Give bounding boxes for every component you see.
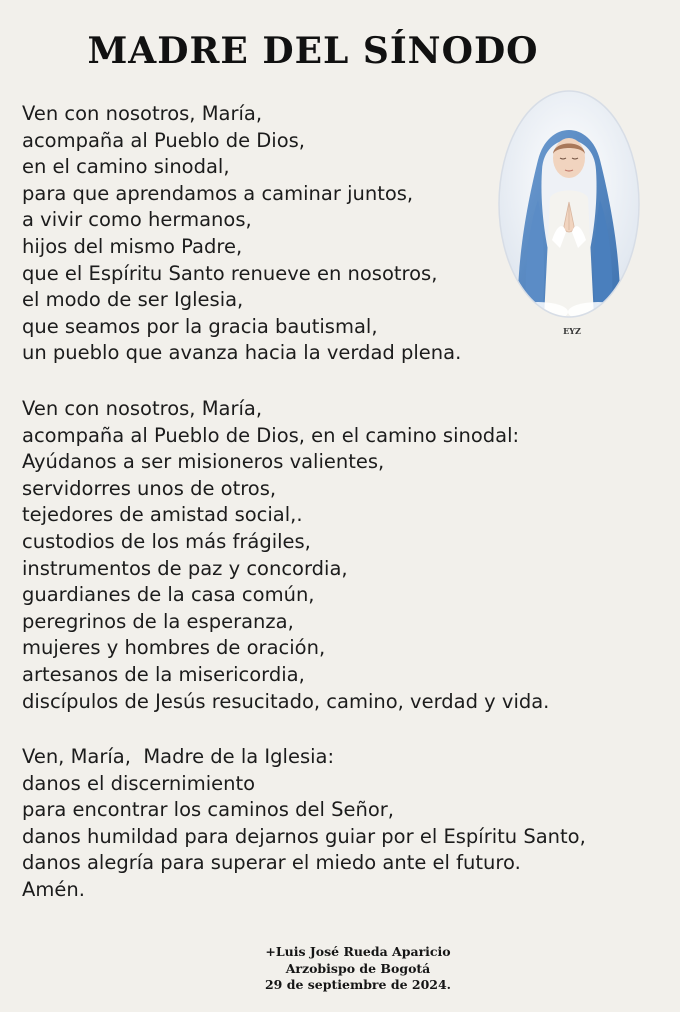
verse-line: Ven con nosotros, María, bbox=[22, 102, 263, 125]
verse-line: servidorres unos de otros, bbox=[22, 476, 277, 500]
stanza-3 bbox=[22, 744, 586, 904]
verse-line: acompaña al Pueblo de Dios, bbox=[22, 128, 305, 152]
verse-line: hijos del mismo Padre, bbox=[22, 234, 243, 258]
verse-line: a vivir como hermanos, bbox=[22, 208, 252, 232]
signature-name: +Luis José Rueda Aparicio bbox=[265, 944, 451, 959]
signature-block bbox=[200, 944, 516, 994]
verse-line: el modo de ser Iglesia, bbox=[22, 288, 244, 312]
verse-line: guardianes de la casa común, bbox=[22, 583, 315, 607]
prayer-title: MADRE DEL SÍNODO bbox=[87, 30, 539, 72]
verse-line: que seamos por la gracia bautismal, bbox=[22, 314, 378, 338]
verse-line: Ayúdanos a ser misioneros valientes, bbox=[22, 450, 385, 474]
verse-line: tejedores de amistad social,. bbox=[22, 503, 303, 527]
verse-line: custodios de los más frágiles, bbox=[22, 529, 311, 553]
verse-line: instrumentos de paz y concordia, bbox=[22, 556, 348, 580]
stanza-2 bbox=[22, 396, 549, 715]
verse-line: discípulos de Jesús resucitado, camino, verdad y vida. bbox=[22, 689, 550, 713]
verse-line: para encontrar los caminos del Señor, bbox=[22, 798, 394, 822]
stanza-1 bbox=[22, 101, 461, 367]
verse-line: en el camino sinodal, bbox=[22, 155, 230, 179]
artist-initials: EYZ bbox=[563, 326, 581, 336]
verse-line: Ven con nosotros, María, bbox=[22, 397, 263, 420]
signature-role: Arzobispo de Bogotá bbox=[285, 960, 431, 976]
signature-date: 29 de septiembre de 2024. bbox=[264, 977, 452, 992]
verse-line: mujeres y hombres de oración, bbox=[22, 636, 326, 660]
virgin-mary-illustration bbox=[498, 90, 640, 318]
verse-line: danos el discernimiento bbox=[22, 771, 256, 795]
verse-line: para que aprendamos a caminar juntos, bbox=[22, 181, 414, 205]
verse-line: peregrinos de la esperanza, bbox=[22, 609, 294, 633]
verse-line: Amén. bbox=[22, 877, 85, 901]
verse-line: danos alegría para superar el miedo ante el futuro. bbox=[22, 851, 521, 875]
verse-line: artesanos de la misericordia, bbox=[22, 662, 305, 686]
verse-line: que el Espíritu Santo renueve en nosotros, bbox=[22, 261, 438, 285]
verse-line: un pueblo que avanza hacia la verdad plena. bbox=[22, 341, 462, 365]
verse-line: acompaña al Pueblo de Dios, en el camino sinodal: bbox=[22, 423, 520, 447]
verse-line: Ven, María, Madre de la Iglesia: bbox=[22, 745, 335, 768]
verse-line: danos humildad para dejarnos guiar por el Espíritu Santo, bbox=[22, 824, 586, 848]
